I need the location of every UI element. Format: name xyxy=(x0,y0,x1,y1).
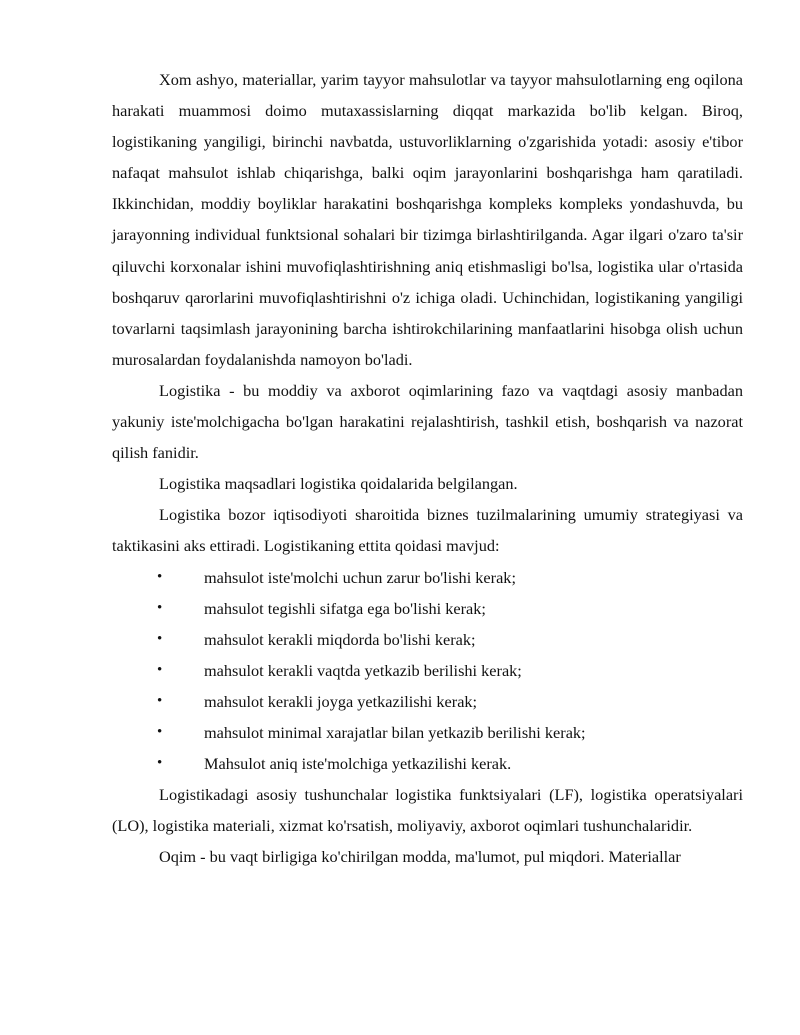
bullet-icon: • xyxy=(157,723,163,740)
list-item xyxy=(112,562,743,593)
paragraph-flow-definition: Oqim - bu vaqt birligiga ko'chirilgan modda, ma'lumot, pul miqdori. Materiallar xyxy=(159,847,681,867)
paragraph-logistics-rules-intro: Logistika bozor iqtisodiyoti sharoitida biznes tuzilmalarining umumiy strategiyasi va taktikasini aks ettiradi. Logistikaning ettita qoidasi mavjud: xyxy=(112,505,743,556)
bullet-icon: • xyxy=(157,568,163,585)
list-item xyxy=(112,686,743,717)
list-item-text: mahsulot iste'molchi uchun zarur bo'lishi kerak; xyxy=(204,567,516,587)
list-item xyxy=(112,655,743,686)
list-item xyxy=(112,593,743,624)
list-item-text: mahsulot minimal xarajatlar bilan yetkazib berilishi kerak; xyxy=(204,722,586,742)
bullet-icon: • xyxy=(157,661,163,678)
list-item xyxy=(112,748,743,779)
list-item-text: mahsulot kerakli miqdorda bo'lishi kerak; xyxy=(204,629,476,649)
bullet-icon: • xyxy=(157,692,163,709)
list-item-text: mahsulot tegishli sifatga ega bo'lishi kerak; xyxy=(204,598,486,618)
list-item-text: mahsulot kerakli joyga yetkazilishi kerak; xyxy=(204,691,478,711)
bullet-icon: • xyxy=(157,630,163,647)
document-page xyxy=(112,64,743,872)
logistics-rules-list xyxy=(112,562,743,780)
bullet-icon: • xyxy=(157,755,163,772)
list-item-text: mahsulot kerakli vaqtda yetkazib berilishi kerak; xyxy=(204,660,522,680)
list-item xyxy=(112,624,743,655)
paragraph-logistics-goals: Logistika maqsadlari logistika qoidalarida belgilangan. xyxy=(159,474,518,494)
paragraph-logistics-definition: Logistika - bu moddiy va axborot oqimlarining fazo va vaqtdagi asosiy manbadan yakuniy iste'molchigacha bo'lgan harakatini rejalashtirish, tashkil etish, boshqarish va nazorat qilish fanidir. xyxy=(112,380,743,463)
paragraph-basic-concepts: Logistikadagi asosiy tushunchalar logistika funktsiyalari (LF), logistika operatsiyalari (LO), logistika materiali, xizmat ko'rsatish, moliyaviy, axborot oqimlari tushunchalaridir. xyxy=(112,785,743,836)
paragraph-logistics-novelty: Xom ashyo, materiallar, yarim tayyor mahsulotlar va tayyor mahsulotlarning eng oqilona harakati muammosi doimo mutaxassislarning diqqat markazida bo'lib kelgan. Biroq, logistikaning yangiligi, birinchi navbatda, ustuvorliklarning o'zgarishida yotadi: asosiy e'tibor nafaqat mahsulot ishlab chiqarishga, balki oqim jarayonlarini boshqarishga ham qaratiladi. Ikkinchidan, moddiy boyliklar harakatini boshqarishga kompleks kompleks yondashuvda, bu jarayonning individual funktsional sohalari bir tizimga birlashtirilganda. Agar ilgari o'zaro ta'sir qiluvchi korxonalar ishini muvofiqlashtirishning aniq etishmasligi bo'lsa, logistika ular o'rtasida boshqaruv qarorlarini muvofiqlashtirishni o'z ichiga oladi. Uchinchidan, logistikaning yangiligi tovarlarni taqsimlash jarayonining barcha ishtirokchilarining manfaatlarini hisobga olish uchun murosalardan foydalanishda namoyon bo'ladi. xyxy=(112,70,743,369)
list-item-text: Mahsulot aniq iste'molchiga yetkazilishi kerak. xyxy=(204,754,512,774)
list-item xyxy=(112,717,743,748)
bullet-icon: • xyxy=(157,599,163,616)
